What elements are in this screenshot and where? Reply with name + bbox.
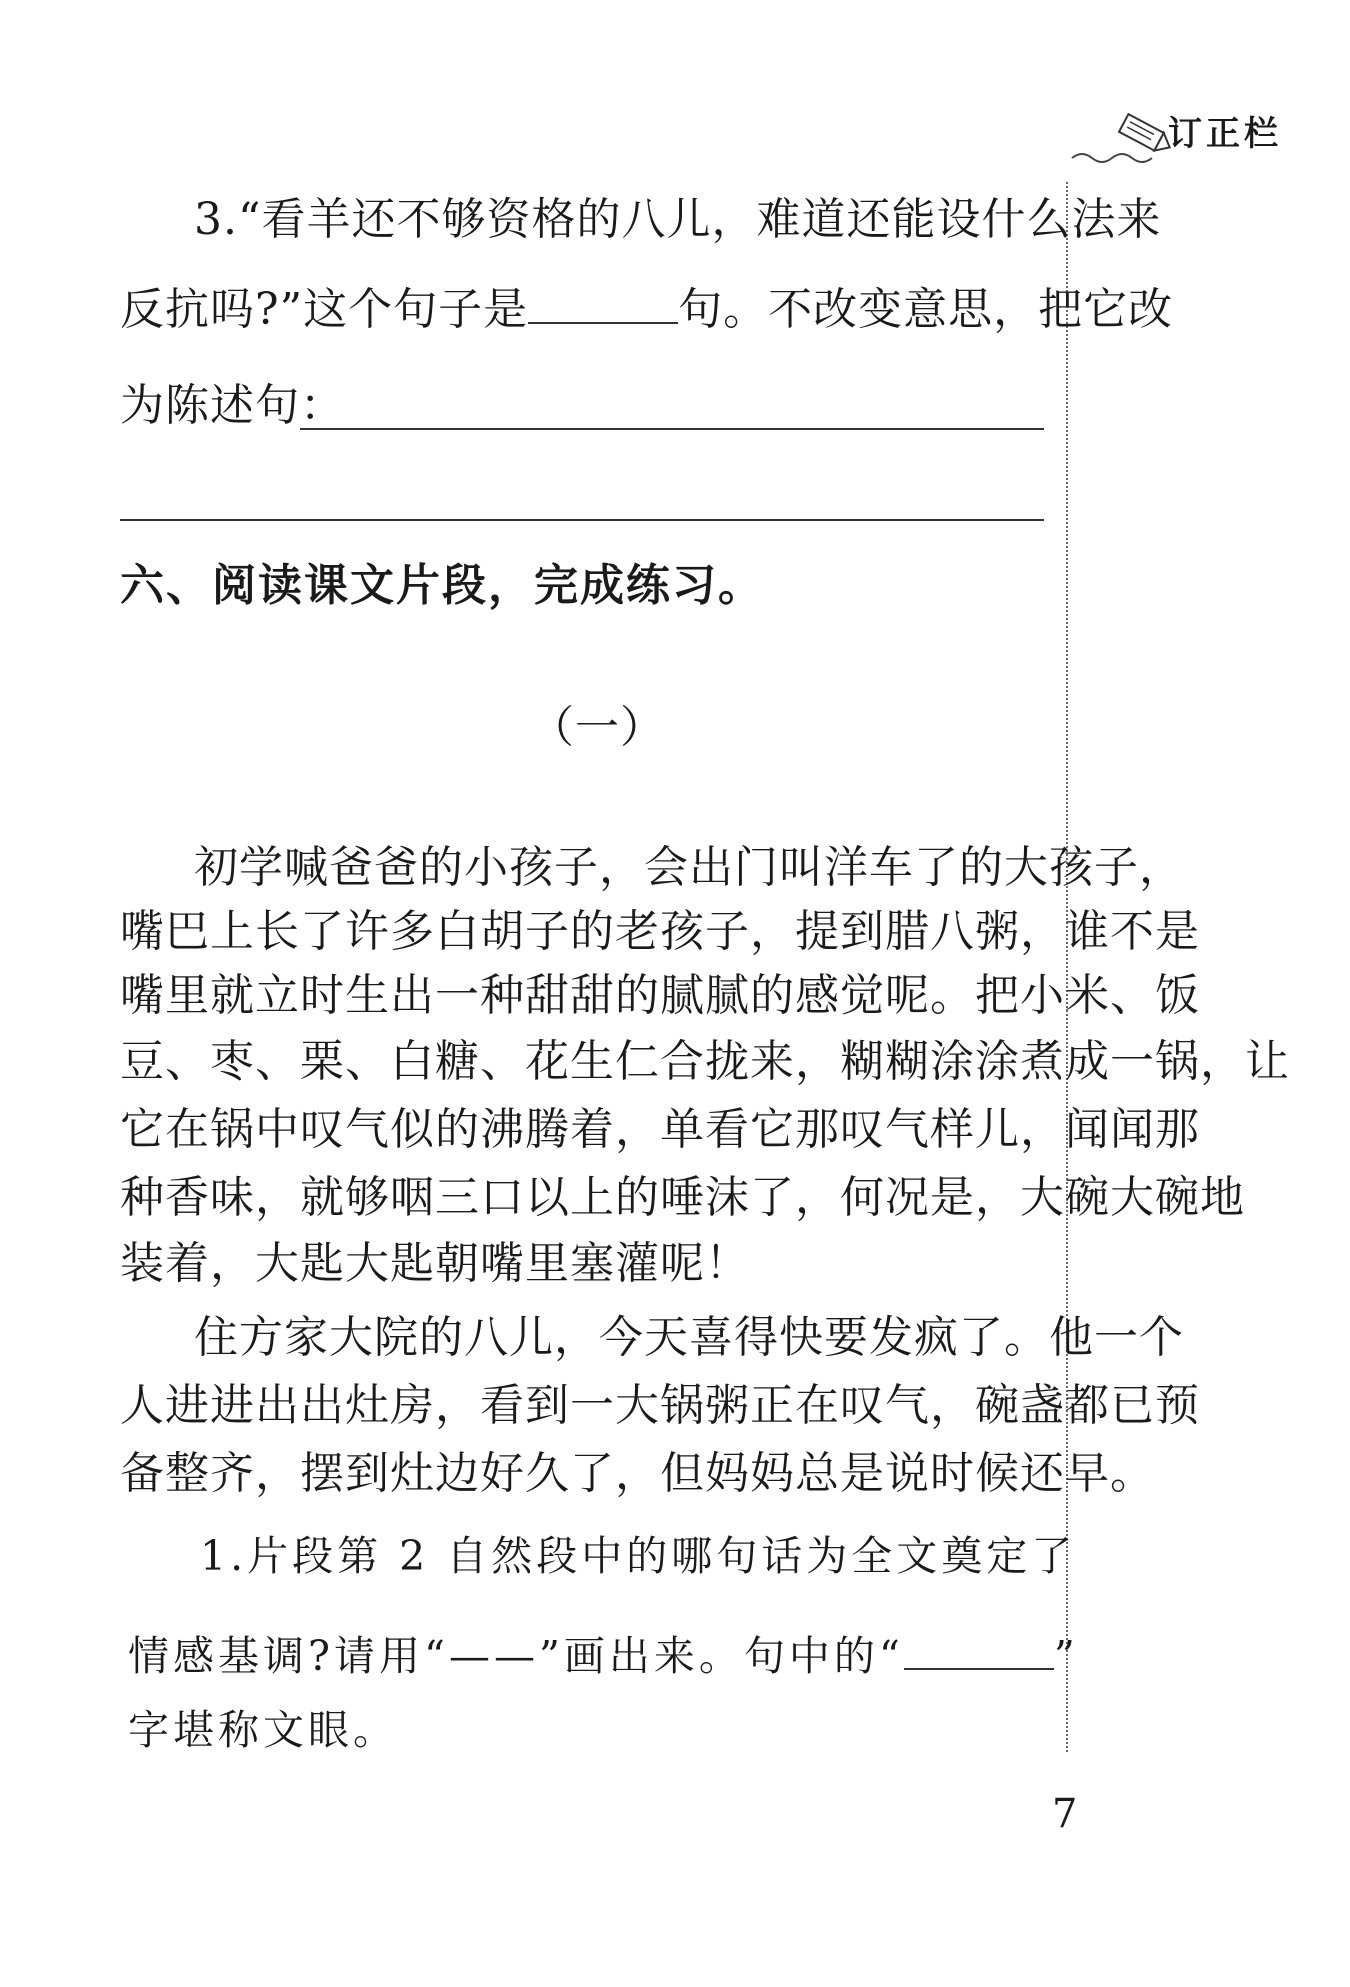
q3-line3-label: 为陈述句： [120, 380, 345, 431]
passage-line: 嘴里就立时生出一种甜甜的腻腻的感觉呢。把小米、饭 [120, 970, 1200, 1021]
key-character-blank[interactable] [904, 1667, 1054, 1670]
passage-line: 住方家大院的八儿，今天喜得快要发疯了。他一个 [194, 1312, 1184, 1363]
question1-line2-prefix: 情感基调?请用“——”画出来。句中的“ [128, 1632, 904, 1680]
passage-line: 它在锅中叹气似的沸腾着，单看它那叹气样儿，闻闻那 [120, 1104, 1200, 1155]
passage-line: 嘴巴上长了许多白胡子的老孩子，提到腊八粥，谁不是 [120, 906, 1200, 957]
passage-subtitle: （一） [530, 702, 665, 753]
section-heading: 六、阅读课文片段，完成练习。 [120, 560, 764, 611]
q3-line2-prefix: 反抗吗?”这个句子是 [120, 284, 529, 335]
question1-line1: 1.片段第 2 自然段中的哪句话为全文奠定了 [200, 1532, 1077, 1580]
passage-line: 种香味，就够咽三口以上的唾沫了，何况是，大碗大碗地 [120, 1172, 1245, 1223]
passage-line: 人进进出出灶房，看到一大锅粥正在叹气，碗盏都已预 [120, 1380, 1200, 1431]
q3-line1: 3.“看羊还不够资格的八儿，难道还能设什么法来 [194, 194, 1162, 245]
question1-line2 [128, 1628, 1079, 1684]
passage-line: 备整齐，摆到灶边好久了，但妈妈总是说时候还早。 [120, 1448, 1155, 1499]
passage-line: 豆、枣、栗、白糖、花生仁合拢来，糊糊涂涂煮成一锅，让 [120, 1036, 1290, 1087]
correction-header [1070, 100, 1332, 172]
sentence-type-blank[interactable] [528, 321, 678, 324]
passage-line: 初学喊爸爸的小孩子，会出门叫洋车了的大孩子， [194, 842, 1184, 893]
question1-line2-suffix: ” [1053, 1632, 1079, 1680]
sidebar-divider [1066, 182, 1068, 1752]
q3-line2-suffix: 句。不改变意思，把它改 [678, 284, 1174, 335]
question1-line3: 字堪称文眼。 [128, 1706, 398, 1754]
pencil-icon [1070, 100, 1180, 170]
passage-line: 装着，大匙大匙朝嘴里塞灌呢！ [120, 1238, 750, 1289]
declarative-answer-line-1[interactable] [300, 428, 1044, 430]
correction-title: 订正栏 [1168, 114, 1282, 154]
page-number: 7 [1052, 1791, 1078, 1837]
q3-line2 [120, 282, 1173, 338]
declarative-answer-line-2[interactable] [120, 519, 1044, 521]
